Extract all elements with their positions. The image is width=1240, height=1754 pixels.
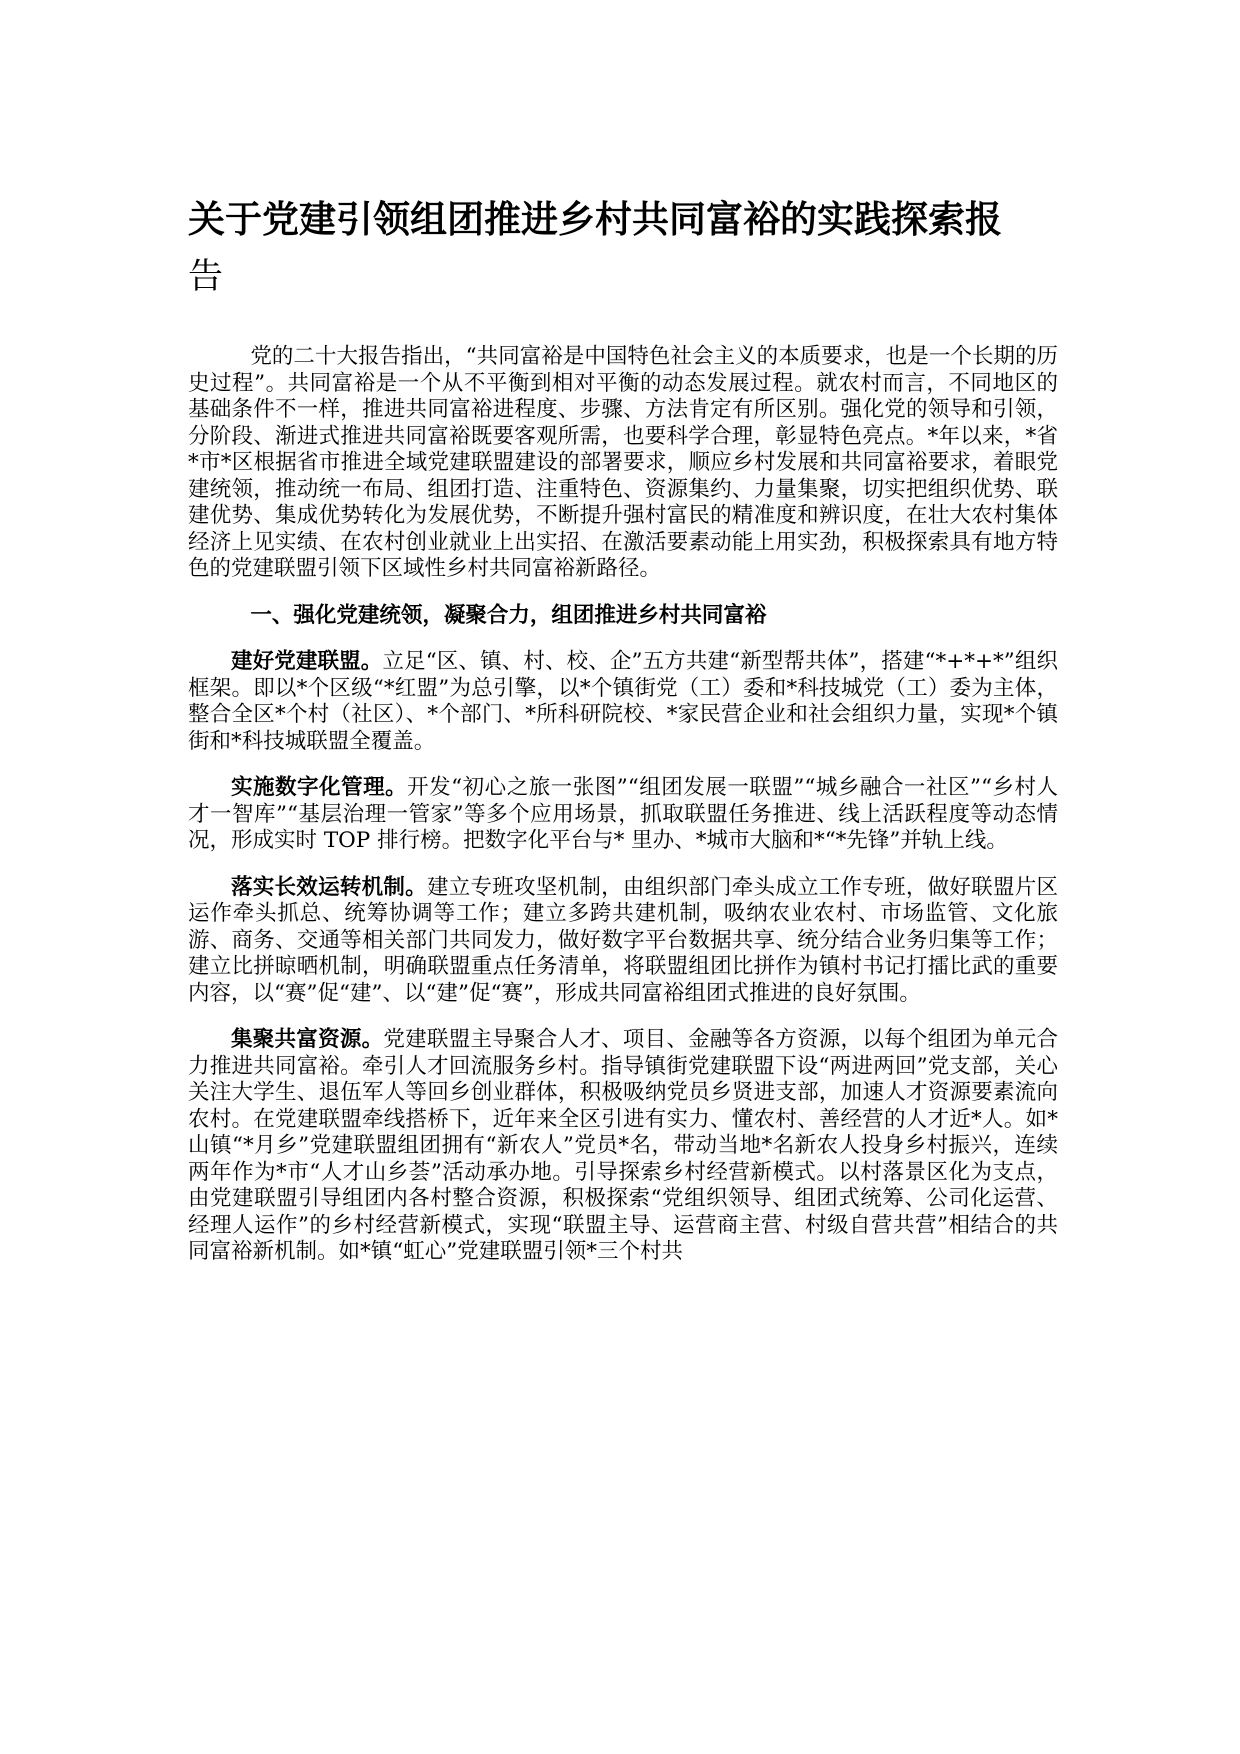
intro-paragraph: 党的二十大报告指出，“共同富裕是中国特色社会主义的本质要求，也是一个长期的历史过程”。共同富裕是一个从不平衡到相对平衡的动态发展过程。就农村而言，不同地区的基础条件不一样，推进共同富裕进程度、步骤、方法肯定有所区别。强化党的领导和引领，分阶段、渐进式推进共同富裕既要客观所需，也要科学合理，彰显特色亮点。*年以来，*省*市*区根据省市推进全域党建联盟建设的部署要求，顺应乡村发展和共同富裕要求，着眼党建统领，推动统一布局、组团打造、注重特色、资源集约、力量集聚，切实把组织优势、联建优势、集成优势转化为发展优势，不断提升强村富民的精准度和辨识度，在壮大农村集体经济上见实绩、在农村创业就业上出实招、在激活要素动能上用实劲，积极探索具有地方特色的党建联盟引领下区域性乡村共同富裕新路径。 xyxy=(188,344,1058,581)
paragraph-lead: 集聚共富资源。 xyxy=(231,1027,384,1052)
paragraph-body: 开发“初心之旅一张图”“组团发展一联盟”“城乡融合一社区”“乡村人才一智库”“基层治理一管家”等多个应用场景，抓取联盟任务推进、线上活跃程度等动态情况，形成实时 TOP 排行榜。把数字化平台与* 里办、*城市大脑和*“*先锋”并轨上线。 xyxy=(188,775,1058,853)
paragraph-body: 建立专班攻坚机制，由组织部门牵头成立工作专班，做好联盟片区运作牵头抓总、统筹协调等工作；建立多跨共建机制，吸纳农业农村、市场监管、文化旅游、商务、交通等相关部门共同发力，做好数字平台数据共享、统分结合业务归集等工作；建立比拼晾晒机制，明确联盟重点任务清单，将联盟组团比拼作为镇村书记打擂比武的重要内容，以“赛”促“建”、以“建”促“赛”，形成共同富裕组团式推进的良好氛围。 xyxy=(188,874,1058,1006)
paragraph-lead: 建好党建联盟。 xyxy=(231,649,383,674)
body-paragraph xyxy=(188,775,1058,855)
paragraph-body: 党建联盟主导聚合人才、项目、金融等各方资源，以每个组团为单元合力推进共同富裕。牵引人才回流服务乡村。指导镇街党建联盟下设“两进两回”党支部，关心关注大学生、退伍军人等回乡创业群体，积极吸纳党员乡贤进支部，加速人才资源要素流向农村。在党建联盟牵线搭桥下，近年来全区引进有实力、懂农村、善经营的人才近*人。如*山镇“*月乡”党建联盟组团拥有“新农人”党员*名，带动当地*名新农人投身乡村振兴，连续两年作为*市“人才山乡荟”活动承办地。引导探索乡村经营新模式。以村落景区化为支点，由党建联盟引导组团内各村整合资源，积极探索“党组织领导、组团式统筹、公司化运营、经理人运作”的乡村经营新模式，实现“联盟主导、运营商主营、村级自营共营”相结合的共同富裕新机制。如*镇“虹心”党建联盟引领*三个村共 xyxy=(188,1027,1058,1264)
paragraph-lead: 落实长效运转机制。 xyxy=(231,874,427,900)
paragraph-body: 立足“区、镇、村、校、企”五方共建“新型帮共体”，搭建“*+*+*”组织框架。即以*个区级“*红盟”为总引擎，以*个镇街党（工）委和*科技城党（工）委为主体，整合全区*个村（社区）、*个部门、*所科研院校、*家民营企业和社会组织力量，实现*个镇街和*科技城联盟全覆盖。 xyxy=(188,649,1058,754)
body-paragraph xyxy=(188,649,1058,755)
document-title-main: 关于党建引领组团推进乡村共同富裕的实践探索报 xyxy=(188,197,1002,241)
paragraph-lead: 实施数字化管理。 xyxy=(231,775,408,800)
document-title xyxy=(188,190,1058,306)
document-page xyxy=(188,190,1058,1286)
section-heading: 一、强化党建统领，凝聚合力，组团推进乡村共同富裕 xyxy=(250,602,767,628)
body-paragraph xyxy=(188,1027,1058,1266)
document-title-tail: 告 xyxy=(188,257,224,297)
body-paragraph xyxy=(188,875,1058,1008)
